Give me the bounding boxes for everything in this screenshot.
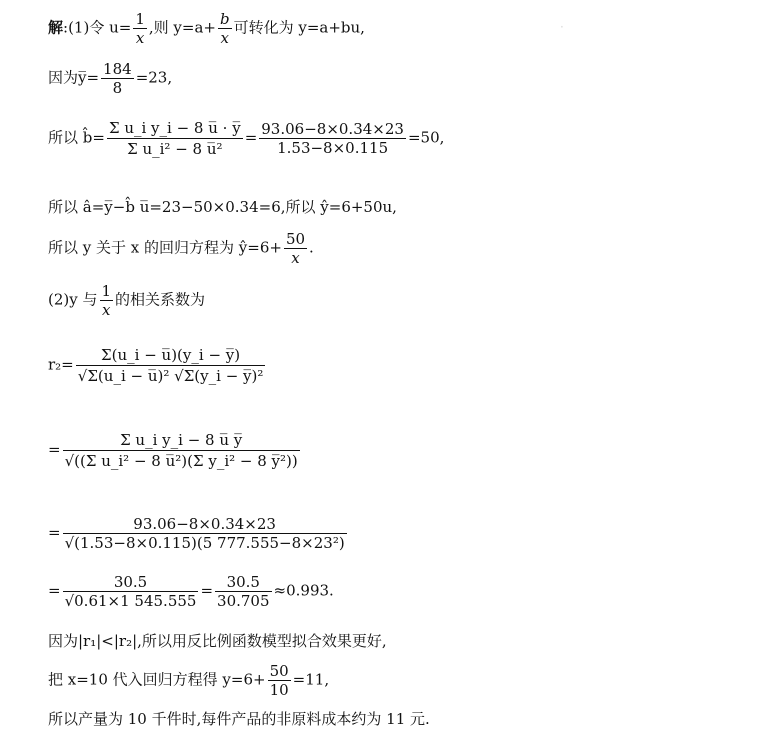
line4-text: 所以 â=y̅−b̂ u̅=23−50×0.34=6,所以 ŷ=6+50u,: [48, 198, 397, 216]
r2-formula-3: [48, 515, 349, 552]
conclusion-line-2: [48, 662, 329, 699]
frac-den: x: [218, 28, 232, 47]
solution-line-4: [48, 196, 397, 217]
frac-num: 50: [285, 230, 306, 248]
frac-num: b: [219, 10, 230, 28]
frac-30-5-over-30-705: [215, 573, 272, 610]
frac-num: 184: [103, 60, 132, 78]
line1-text-c: 可转化为 y=a+bu,: [233, 18, 365, 37]
equals-sign: =: [48, 581, 61, 600]
conclusion-text-2b: =11,: [292, 670, 330, 689]
frac-den: √((Σ u_i² − 8 u̅²)(Σ y_i² − 8 y̅²)): [64, 452, 298, 470]
conclusion-line-1: [48, 630, 387, 651]
frac-den: √Σ(u_i − u̅)² √Σ(y_i − y̅)²: [77, 367, 264, 385]
line2-text-b: =23,: [135, 68, 173, 87]
frac-r2-numeric: [63, 515, 347, 552]
frac-num: 93.06−8×0.34×23: [261, 120, 404, 138]
conclusion-text-1: 因为|r₁|<|r₂|,所以用反比例函数模型拟合效果更好,: [48, 632, 387, 650]
line1-text-a: :(1)令 u=: [63, 18, 132, 37]
equals-sign: =: [48, 523, 61, 542]
frac-1-over-x-part2: [100, 282, 114, 319]
frac-50-over-x: [284, 230, 307, 267]
frac-den: 1.53−8×0.115: [259, 138, 406, 157]
line5-text-a: 所以 y 关于 x 的回归方程为 ŷ=6+: [48, 238, 282, 257]
frac-b-over-x: [218, 10, 232, 47]
line1-text-b: ,则 y=a+: [148, 18, 216, 37]
frac-1-over-x: [133, 10, 147, 47]
frac-num: 93.06−8×0.34×23: [133, 515, 276, 533]
frac-b-hat-numeric: [259, 120, 406, 157]
frac-den: √(1.53−8×0.115)(5 777.555−8×23²): [64, 534, 345, 552]
r2-result: ≈0.993.: [273, 581, 334, 600]
frac-num: 30.5: [113, 573, 148, 591]
frac-den: 8: [101, 78, 134, 97]
frac-den: 10: [269, 681, 289, 699]
conclusion-text-3: 所以产量为 10 千件时,每件产品的非原料成本约为 11 元.: [48, 710, 430, 728]
conclusion-text-2a: 把 x=10 代入回归方程得 y=6+: [48, 670, 266, 689]
frac-30-5-over-sqrt: [63, 573, 199, 610]
line5-text-b: .: [309, 238, 314, 257]
equals-sign: =: [200, 581, 214, 600]
frac-den: x: [100, 300, 114, 319]
frac-den: 30.705: [217, 592, 270, 610]
r2-formula-2: [48, 430, 302, 471]
frac-den: √0.61×1 545.555: [64, 592, 197, 610]
frac-b-hat-formula: [107, 118, 243, 159]
solution-label: 解: [48, 18, 64, 37]
r2-formula-1: [48, 345, 267, 386]
frac-den: Σ u_i² − 8 u̅²: [107, 138, 243, 159]
frac-den: x: [284, 248, 307, 267]
solution-line-5: [48, 230, 314, 267]
equals-sign: =: [244, 128, 258, 147]
equals-sign: =: [48, 440, 61, 459]
solution-line-2: [48, 60, 172, 97]
frac-184-over-8: [101, 60, 134, 97]
show-through-bleed: ·: [560, 20, 564, 34]
frac-den: x: [133, 28, 147, 47]
conclusion-line-3: [48, 708, 430, 729]
frac-50-over-10: [268, 662, 291, 699]
frac-num: Σ u_i y_i − 8 u̅ y̅: [120, 431, 243, 449]
solution-line-1: [48, 10, 365, 47]
r2-formula-4: [48, 573, 334, 610]
part2-heading: [48, 282, 205, 319]
frac-num: 1: [101, 282, 112, 300]
frac-num: 30.5: [226, 573, 260, 591]
line3-text-a: 所以 b̂=: [48, 128, 105, 147]
part2-text-b: 的相关系数为: [115, 290, 206, 309]
r2-label: r₂=: [48, 355, 74, 374]
line2-text-a: 因为y̅=: [48, 68, 100, 87]
frac-num: 1: [135, 10, 145, 28]
frac-num: Σ(u_i − u̅)(y_i − y̅): [101, 346, 241, 364]
frac-r2-definition: [76, 345, 266, 386]
line3-text-b: =50,: [407, 128, 445, 147]
frac-r2-expanded: [63, 430, 300, 471]
frac-num: 50: [269, 662, 289, 680]
solution-line-3: [48, 118, 444, 159]
part2-text-a: (2)y 与: [48, 290, 98, 309]
frac-num: Σ u_i y_i − 8 u̅ · y̅: [108, 119, 241, 137]
